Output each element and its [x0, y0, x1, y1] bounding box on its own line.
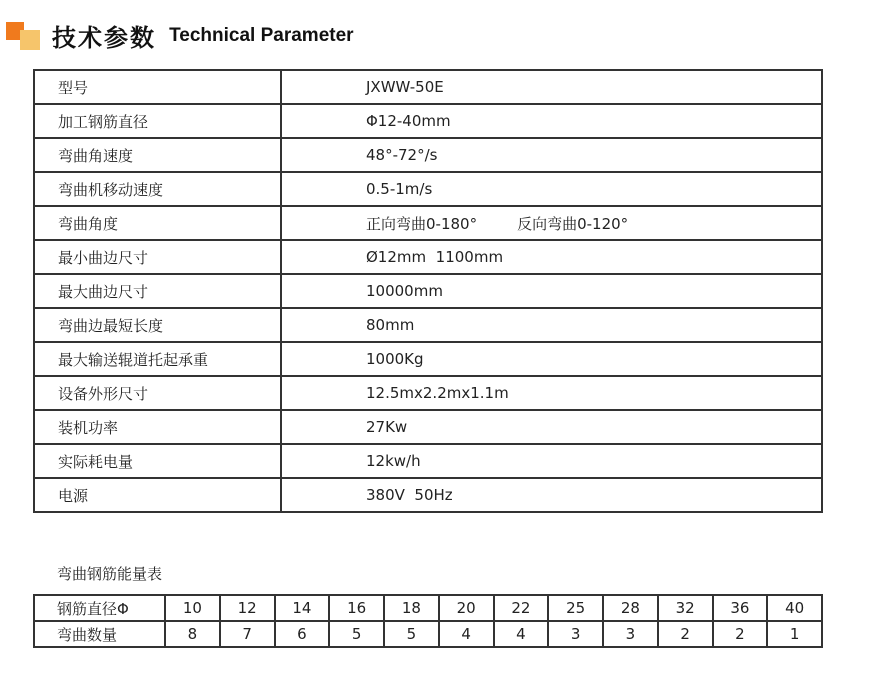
- table-row: [34, 206, 822, 240]
- capacity-caption: 弯曲钢筋能量表: [57, 565, 163, 583]
- table-row: [34, 342, 822, 376]
- param-value: Φ12-40mm: [281, 104, 822, 138]
- count-cell: 5: [384, 621, 439, 647]
- count-cell: 8: [165, 621, 220, 647]
- param-label: 型号: [34, 70, 281, 104]
- table-row: [34, 444, 822, 478]
- title-cn: 技术参数: [52, 24, 156, 52]
- bend-reverse-value: 反向弯曲0-120°: [517, 214, 629, 233]
- table-row: [34, 274, 822, 308]
- bend-forward-value: 正向弯曲0-180°: [366, 214, 478, 233]
- table-row: [34, 172, 822, 206]
- diameter-cell: 40: [767, 595, 822, 621]
- count-cell: 4: [439, 621, 494, 647]
- table-row: [34, 104, 822, 138]
- param-value: 10000mm: [281, 274, 822, 308]
- param-label: 弯曲机移动速度: [34, 172, 281, 206]
- diameter-cell: 20: [439, 595, 494, 621]
- diameter-cell: 18: [384, 595, 439, 621]
- param-value: JXWW-50E: [281, 70, 822, 104]
- param-value: 12.5mx2.2mx1.1m: [281, 376, 822, 410]
- section-logo-icon: [6, 16, 44, 52]
- param-value: 80mm: [281, 308, 822, 342]
- count-row-label: 弯曲数量: [34, 621, 165, 647]
- count-cell: 2: [658, 621, 713, 647]
- diameter-cell: 16: [329, 595, 384, 621]
- table-row: [34, 308, 822, 342]
- count-row: [34, 621, 822, 647]
- param-label: 装机功率: [34, 410, 281, 444]
- count-cell: 1: [767, 621, 822, 647]
- diameter-cell: 25: [548, 595, 603, 621]
- param-value: 48°-72°/s: [281, 138, 822, 172]
- param-value: 1000Kg: [281, 342, 822, 376]
- bending-capacity-table: [33, 594, 823, 648]
- param-label: 弯曲角度: [34, 206, 281, 240]
- param-label: 弯曲边最短长度: [34, 308, 281, 342]
- param-label: 加工钢筋直径: [34, 104, 281, 138]
- count-cell: 7: [220, 621, 275, 647]
- table-row: [34, 376, 822, 410]
- table-row: [34, 70, 822, 104]
- table-row: [34, 138, 822, 172]
- param-value: 12kw/h: [281, 444, 822, 478]
- param-value: 380V 50Hz: [281, 478, 822, 512]
- diameter-cell: 36: [713, 595, 768, 621]
- count-cell: 2: [713, 621, 768, 647]
- diameter-cell: 10: [165, 595, 220, 621]
- diameter-row-label: 钢筋直径Φ: [34, 595, 165, 621]
- diameter-cell: 12: [220, 595, 275, 621]
- param-label: 最大曲边尺寸: [34, 274, 281, 308]
- section-title: [52, 18, 354, 53]
- param-label: 最大输送辊道托起承重: [34, 342, 281, 376]
- diameter-row: [34, 595, 822, 621]
- table-row: [34, 240, 822, 274]
- count-cell: 6: [275, 621, 330, 647]
- technical-parameter-table: [33, 69, 823, 513]
- diameter-cell: 14: [275, 595, 330, 621]
- param-label: 最小曲边尺寸: [34, 240, 281, 274]
- count-cell: 4: [494, 621, 549, 647]
- param-label: 实际耗电量: [34, 444, 281, 478]
- param-value: 27Kw: [281, 410, 822, 444]
- param-value: 0.5-1m/s: [281, 172, 822, 206]
- table-row: [34, 478, 822, 512]
- param-value: Ø12mm 1100mm: [281, 240, 822, 274]
- title-en: Technical Parameter: [169, 24, 354, 46]
- param-value: [281, 206, 822, 240]
- count-cell: 3: [548, 621, 603, 647]
- diameter-cell: 28: [603, 595, 658, 621]
- table-row: [34, 410, 822, 444]
- count-cell: 5: [329, 621, 384, 647]
- param-label: 电源: [34, 478, 281, 512]
- count-cell: 3: [603, 621, 658, 647]
- param-label: 弯曲角速度: [34, 138, 281, 172]
- diameter-cell: 22: [494, 595, 549, 621]
- diameter-cell: 32: [658, 595, 713, 621]
- param-label: 设备外形尺寸: [34, 376, 281, 410]
